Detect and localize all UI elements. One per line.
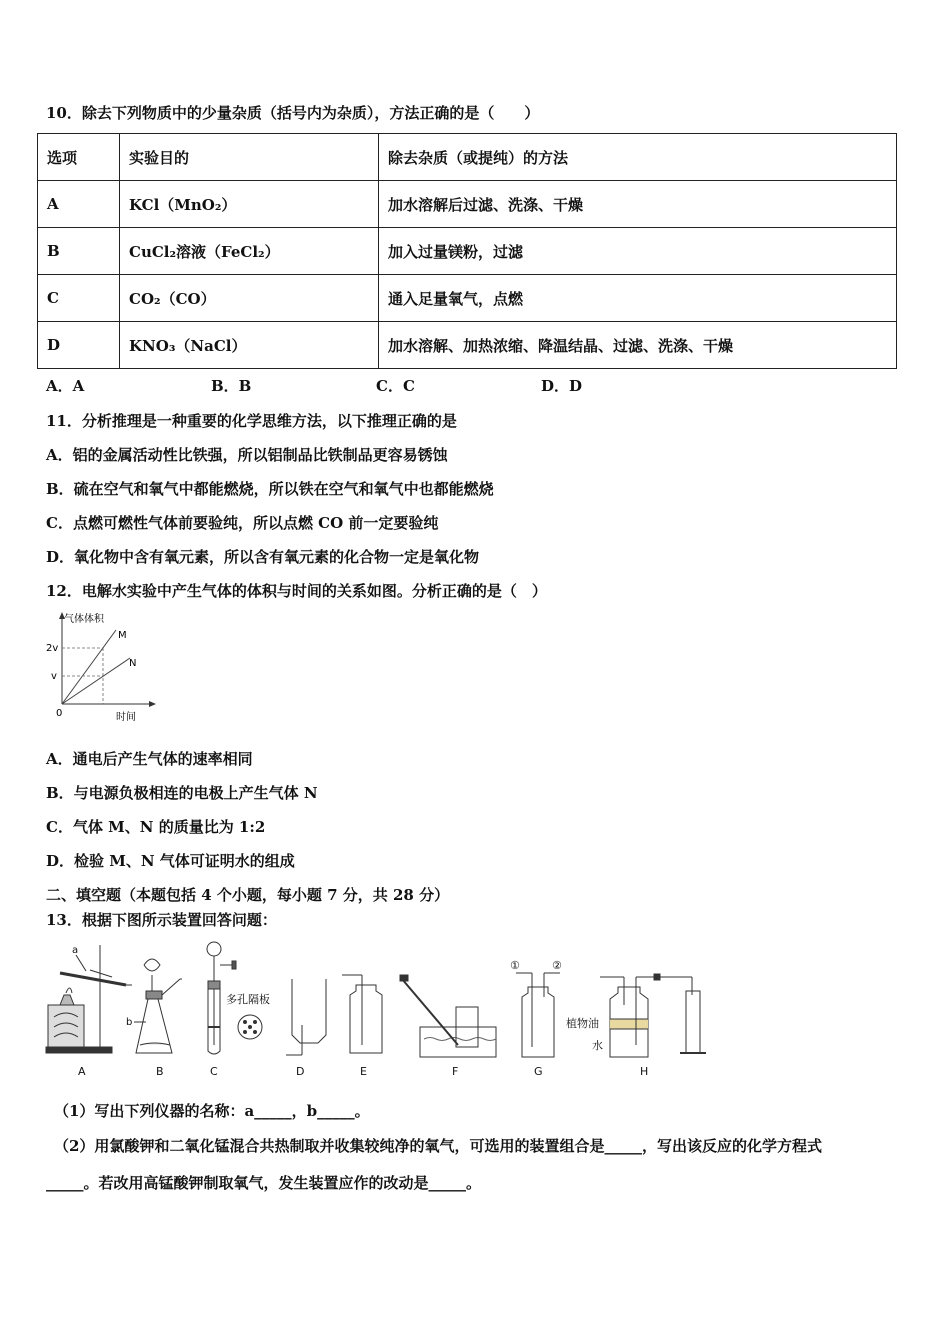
figure-label: E (360, 1065, 367, 1078)
line-m (62, 630, 116, 704)
figure-label: B (156, 1065, 164, 1078)
row-purpose: KCl（MnO₂） (120, 181, 379, 228)
choice-a[interactable]: A．通电后产生气体的速率相同 (46, 750, 253, 768)
line-n-label: N (129, 658, 137, 669)
apparatus-c (207, 942, 270, 1054)
choice-a[interactable]: A．铝的金属活动性比铁强，所以铝制品比铁制品更容易锈蚀 (46, 446, 448, 464)
table-row (38, 181, 897, 228)
question-13-part-1: （1）写出下列仪器的名称：a_____，b_____。 (54, 1102, 370, 1120)
apparatus-b (126, 959, 182, 1053)
choice-a[interactable]: A．A (46, 377, 85, 395)
apparatus-a (46, 945, 132, 1053)
question-13-stem: 13．根据下图所示装置回答问题： (46, 911, 277, 929)
tick-2v: 2v (46, 643, 59, 654)
y-axis-label: 气体体积 (64, 614, 104, 625)
table-row (38, 322, 897, 369)
line-n (62, 658, 130, 704)
apparatus-h (566, 974, 706, 1057)
label-b: b (126, 1017, 133, 1028)
table-row (38, 228, 897, 275)
row-method: 加入过量镁粉，过滤 (379, 228, 897, 275)
x-axis-arrow (149, 701, 156, 707)
question-13-part-2-line-1: （2）用氯酸钾和二氧化锰混合共热制取并收集较纯净的氧气，可选用的装置组合是_____，写出该反应的化学方程式 (54, 1137, 822, 1155)
question-10-stem: 10．除去下列物质中的少量杂质（括号内为杂质），方法正确的是（ ） (46, 104, 540, 122)
porous-plate-label: 多孔隔板 (226, 993, 270, 1006)
row-method: 通入足量氧气，点燃 (379, 275, 897, 322)
choice-d[interactable]: D．氧化物中含有氧元素，所以含有氧元素的化合物一定是氧化物 (46, 548, 480, 566)
header-option: 选项 (38, 134, 120, 181)
port-2-label: ② (552, 959, 562, 972)
row-option: A (38, 181, 120, 228)
water-label: 水 (592, 1039, 603, 1052)
row-method: 加水溶解、加热浓缩、降温结晶、过滤、洗涤、干燥 (379, 322, 897, 369)
row-purpose: CuCl₂溶液（FeCl₂） (120, 228, 379, 275)
apparatus-f (400, 975, 496, 1057)
line-m-label: M (118, 630, 127, 641)
choice-d[interactable]: D．D (541, 377, 583, 395)
figure-label: G (534, 1065, 543, 1078)
tick-v: v (51, 671, 57, 682)
options-table (37, 133, 897, 369)
choice-c[interactable]: C．C (376, 377, 415, 395)
apparatus-figure (40, 935, 720, 1080)
question-11-stem: 11．分析推理是一种重要的化学思维方法，以下推理正确的是 (46, 412, 457, 430)
choice-c[interactable]: C．气体 M、N 的质量比为 1:2 (46, 818, 266, 836)
figure-label: C (210, 1065, 218, 1078)
oil-label: 植物油 (566, 1017, 599, 1030)
x-axis-label: 时间 (116, 712, 136, 723)
row-purpose: KNO₃（NaCl） (120, 322, 379, 369)
label-a: a (72, 945, 79, 956)
row-option: C (38, 275, 120, 322)
choice-b[interactable]: B．与电源负极相连的电极上产生气体 N (46, 784, 318, 802)
choice-d[interactable]: D．检验 M、N 气体可证明水的组成 (46, 852, 295, 870)
figure-label: H (640, 1065, 649, 1078)
volume-time-graph (40, 608, 160, 726)
row-option: D (38, 322, 120, 369)
row-method: 加水溶解后过滤、洗涤、干燥 (379, 181, 897, 228)
origin-label: 0 (56, 708, 63, 719)
choice-c[interactable]: C．点燃可燃性气体前要验纯，所以点燃 CO 前一定要验纯 (46, 514, 439, 532)
figure-label: F (452, 1065, 459, 1078)
row-option: B (38, 228, 120, 275)
apparatus-d (286, 979, 326, 1055)
header-method: 除去杂质（或提纯）的方法 (379, 134, 897, 181)
question-12-stem: 12．电解水实验中产生气体的体积与时间的关系如图。分析正确的是（ ） (46, 582, 547, 600)
port-1-label: ① (510, 959, 520, 972)
question-13-part-2-line-2: _____。若改用高锰酸钾制取氧气，发生装置应作的改动是_____。 (46, 1174, 482, 1192)
figure-label: A (78, 1065, 86, 1078)
row-purpose: CO₂（CO） (120, 275, 379, 322)
header-purpose: 实验目的 (120, 134, 379, 181)
apparatus-g (510, 959, 562, 1057)
section-2-heading: 二、填空题（本题包括 4 个小题，每小题 7 分，共 28 分） (46, 886, 450, 904)
choice-b[interactable]: B．B (211, 377, 252, 395)
table-header-row (38, 134, 897, 181)
choice-b[interactable]: B．硫在空气和氧气中都能燃烧，所以铁在空气和氧气中也都能燃烧 (46, 480, 494, 498)
apparatus-e (342, 975, 382, 1053)
figure-labels (78, 1065, 648, 1078)
table-row (38, 275, 897, 322)
figure-label: D (296, 1065, 305, 1078)
